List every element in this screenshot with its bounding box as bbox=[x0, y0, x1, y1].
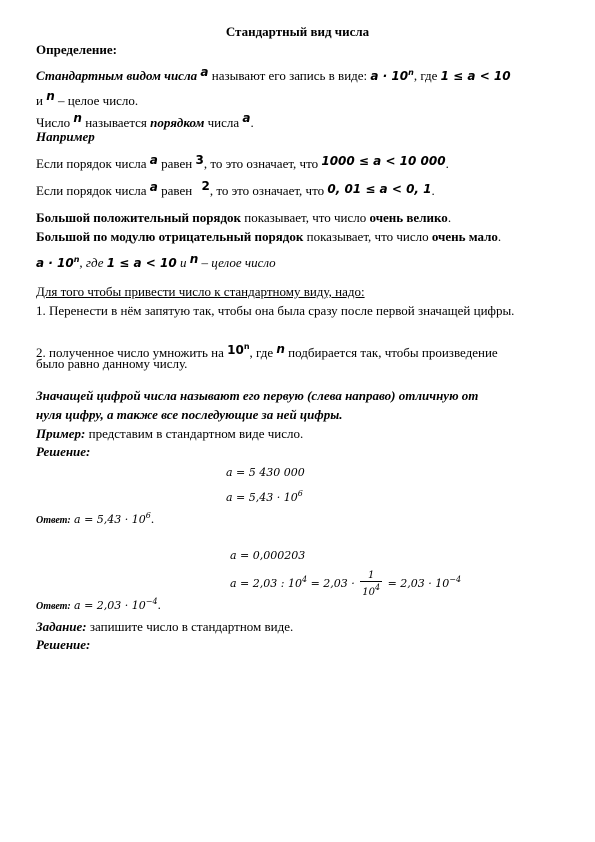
definition-heading: Определение: bbox=[36, 42, 117, 57]
standard-form-formula: $a \cdot 10^n$ bbox=[370, 68, 414, 83]
page-title: Стандартный вид числа bbox=[225, 24, 370, 39]
task2-eq1: a = 0,000203 bbox=[230, 549, 306, 562]
step-1: 1. Перенести в нём запятую так, чтобы она была сразу после первой значащей цифры. bbox=[36, 303, 515, 318]
var-a: a bbox=[149, 153, 158, 167]
var-n: n bbox=[46, 89, 55, 103]
definition-term: Стандартным видом числа bbox=[36, 68, 198, 83]
order-value: 3 bbox=[195, 153, 204, 167]
fraction: $\frac{1}{10^4}$ bbox=[362, 570, 381, 598]
task2-answer: Ответ: $a = 2,03 \cdot 10^{-4}$. bbox=[36, 597, 161, 612]
task1-answer: Ответ: $a = 5,43 \cdot 10^6$. bbox=[36, 511, 155, 526]
definition-line-2 bbox=[36, 88, 138, 109]
standard-form-summary: $a \cdot 10^n$, где 1 ≤ a < 10 и n – целое число bbox=[36, 252, 276, 270]
example-task: Пример: представим в стандартном виде число. bbox=[36, 426, 304, 441]
step-2-cont: было равно данному числу. bbox=[36, 356, 188, 371]
var-n: n bbox=[73, 111, 82, 125]
significant-digit-def-1: Значащей цифрой числа называют его первую (слева направо) отличную от bbox=[36, 388, 479, 403]
number-text: Число bbox=[36, 115, 71, 130]
definition-line-1 bbox=[36, 64, 511, 84]
task1-eq1: a = 5 430 000 bbox=[226, 466, 305, 479]
integer-text: – целое число. bbox=[58, 93, 139, 108]
order-term: порядком bbox=[150, 115, 205, 130]
range-condition: 1000 ≤ a < 10 000 bbox=[321, 154, 446, 168]
exercise-task: Задание: запишите число в стандартном виде. bbox=[36, 619, 294, 634]
example-heading: Например bbox=[36, 129, 95, 144]
exercise-solution-label: Решение: bbox=[36, 637, 91, 652]
significant-digit-def-2: нуля цифру, а также все последующие за ней цифры. bbox=[36, 407, 343, 422]
var-a: a bbox=[149, 180, 158, 194]
called-text: называется bbox=[85, 115, 147, 130]
of-number-text: числа bbox=[207, 115, 240, 130]
definition-line-3: Число n называется порядком числа a. bbox=[36, 111, 254, 130]
mantissa-condition: 1 ≤ a < 10 bbox=[440, 69, 511, 83]
var-a: a bbox=[242, 111, 251, 125]
steps-intro: Для того чтобы привести число к стандартному виду, надо: bbox=[36, 284, 365, 299]
small-order-line: Большой по модулю отрицательный порядок показывает, что число очень мало. bbox=[36, 229, 502, 244]
definition-where: , где bbox=[413, 68, 438, 83]
task1-eq2: $a = 5,43 \cdot 10^6$ bbox=[226, 489, 303, 504]
definition-text: называют его запись в виде: bbox=[211, 68, 368, 83]
order-value: 2 bbox=[201, 179, 210, 193]
task2-eq2: a = 2,03 : $10^4 = 2,03$ · $\frac{1}{10^4}$ = $2,03 \cdot 10^{-4}$ bbox=[230, 570, 462, 598]
step-2: 2. полученное число умножить на 10$^n$, где n подбирается так, чтобы произведение bbox=[36, 342, 498, 360]
var-a: a bbox=[200, 65, 209, 79]
large-order-line: Большой положительный порядок показывает, что число очень велико. bbox=[36, 210, 452, 225]
solution-label: Решение: bbox=[36, 444, 91, 459]
range-condition: 0, 01 ≤ a < 0, 1 bbox=[327, 182, 432, 196]
and-text: и bbox=[36, 93, 43, 108]
example-row-2: Если порядок числа a равен 2, то это означает, что 0, 01 ≤ a < 0, 1. bbox=[36, 179, 435, 198]
example-row-1: Если порядок числа a равен 3, то это означает, что 1000 ≤ a < 10 000. bbox=[36, 153, 449, 171]
